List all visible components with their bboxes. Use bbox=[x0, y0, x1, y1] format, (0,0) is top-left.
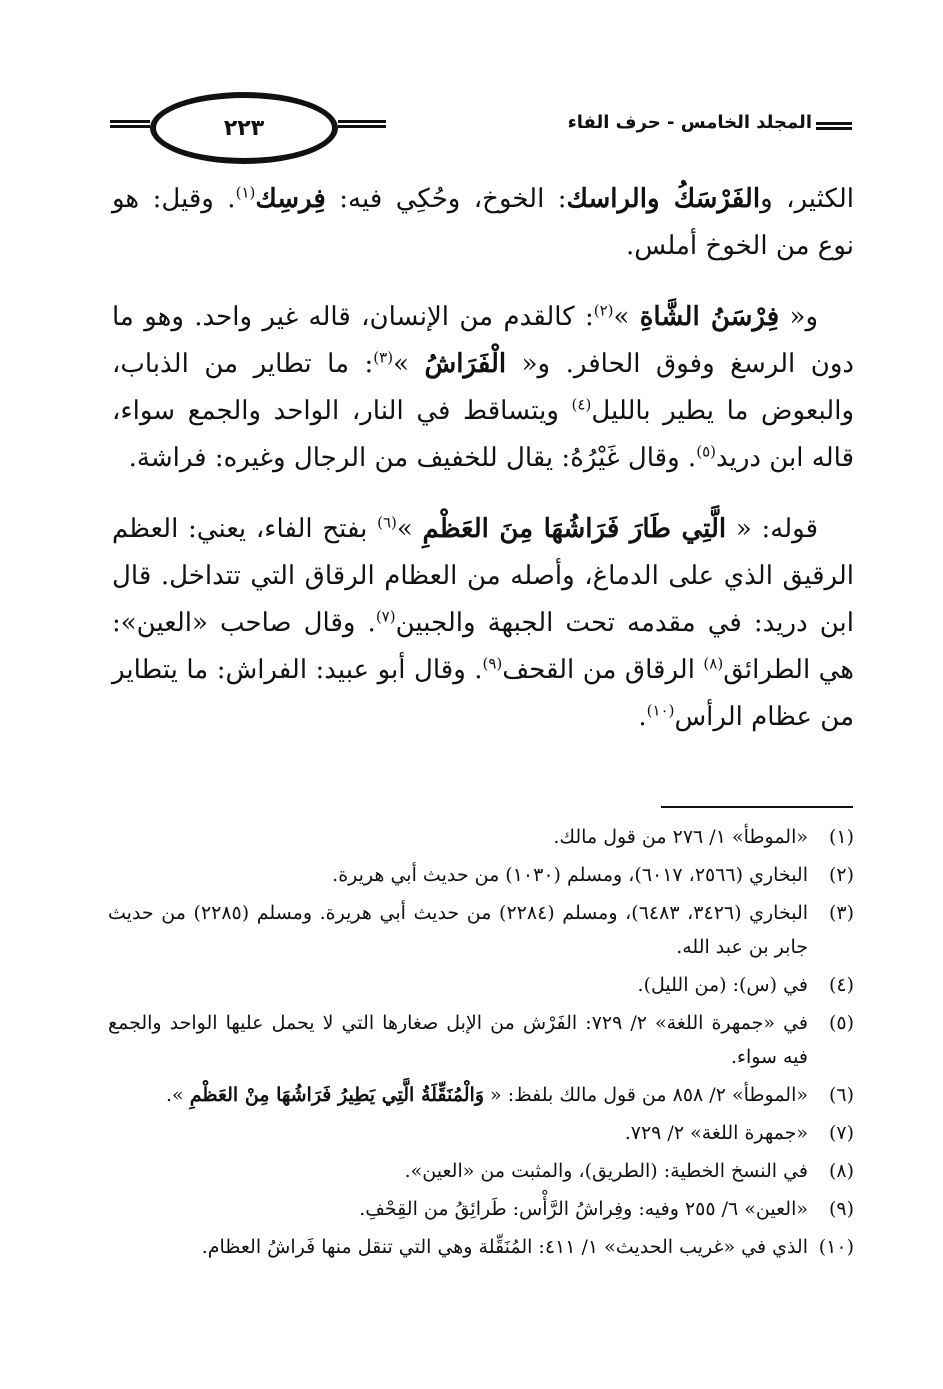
footnote-text: في «جمهرة اللغة» ٢/ ٧٢٩: الفَرْش من الإبل صغارها التي لا يحمل عليها الواحد والجمع فيه سواء. bbox=[108, 1012, 808, 1068]
footnote-ref: (٦) bbox=[377, 513, 397, 532]
headword: الفَرْسَكُ والراسك bbox=[566, 184, 761, 214]
text-run: . وقال صاحب «العين»: هي الطرائق bbox=[112, 608, 855, 685]
footnote-ref: (١) bbox=[235, 183, 256, 202]
footnotes bbox=[108, 820, 854, 1268]
quoted-text: وَالْمُنَقِّلَةُ الَّتِي يَطِيرُ فَرَاشُهَا مِنْ العَظْمِ bbox=[189, 1084, 485, 1106]
text-run: : ما تطاير من الذباب، والبعوض ما يطير بالليل bbox=[112, 349, 855, 426]
paragraph-2 bbox=[112, 294, 854, 482]
footnote-text bbox=[108, 1078, 808, 1112]
footnote-text: البخاري (٣٤٢٦، ٦٤٨٣)، ومسلم (٢٢٨٤) من حديث أبي هريرة. ومسلم (٢٢٨٥) من حديث جابر بن عبد الله. bbox=[108, 902, 809, 958]
text-run: . وقال أبو عبيد: الفراش: ما يتطاير من عظام الرأس bbox=[112, 655, 854, 732]
headword: الْفَرَاشُ bbox=[424, 349, 507, 379]
footnote-ref: (٤) bbox=[571, 395, 592, 414]
footnote-text: «العين» ٦/ ٢٥٥ وفيه: وفِراشُ الرَّأْس: طَرائِقُ من القِحْفِ. bbox=[359, 1198, 808, 1220]
text-run: و« bbox=[779, 302, 818, 332]
footnote-separator bbox=[661, 806, 853, 808]
footnote-2 bbox=[108, 858, 854, 892]
text-run: » bbox=[396, 514, 423, 544]
text-run: الرقاق من القحف bbox=[502, 655, 704, 685]
main-text bbox=[112, 176, 854, 765]
footnote-1 bbox=[108, 820, 854, 854]
text-run: » bbox=[613, 302, 640, 332]
header-rule-left bbox=[110, 120, 150, 132]
text-run: بفتح الفاء، يعني: العظم الرقيق الذي على الدماغ، وأصله من العظام الرقاق التي تتداخل. قال ابن دريد: في مقدمه تحت الجبهة والجبين bbox=[112, 514, 855, 638]
page-number-frame bbox=[150, 92, 338, 164]
text-run: ». bbox=[166, 1084, 190, 1106]
footnote-text: «الموطأ» ١/ ٢٧٦ من قول مالك. bbox=[553, 826, 808, 848]
text-run: «الموطأ» ٢/ ٨٥٨ من قول مالك بلفظ: « bbox=[484, 1084, 808, 1106]
footnote-ref: (٩) bbox=[482, 654, 503, 673]
footnote-9 bbox=[108, 1192, 854, 1226]
footnote-number: (١٠) bbox=[818, 1236, 854, 1258]
paragraph-1 bbox=[112, 176, 854, 270]
text-run: . وقال غَيْرُهُ: يقال للخفيف من الرجال وغيره: فراشة. bbox=[128, 443, 697, 473]
footnote-ref: (١٠) bbox=[646, 701, 675, 720]
text-run: : الخوخ، وحُكِي فيه: bbox=[325, 184, 567, 214]
page-number: ٢٢٣ bbox=[223, 115, 265, 141]
footnote-text: الذي في «غريب الحديث» ١/ ٤١١: المُنَقِّلة وهي التي تنقل منها فَراشُ العظام. bbox=[201, 1236, 808, 1258]
footnote-number: (٤) bbox=[828, 974, 854, 996]
footnote-text: في النسخ الخطية: (الطريق)، والمثبت من «العين». bbox=[404, 1160, 808, 1182]
footnote-ref: (٣) bbox=[373, 348, 394, 367]
footnote-8 bbox=[108, 1154, 854, 1188]
footnote-text: البخاري (٢٥٦٦، ٦٠١٧)، ومسلم (١٠٣٠) من حديث أبي هريرة. bbox=[332, 864, 808, 886]
footnote-6 bbox=[108, 1078, 854, 1112]
header-rule-middle bbox=[338, 120, 386, 132]
footnote-7 bbox=[108, 1116, 854, 1150]
paragraph-3 bbox=[112, 506, 854, 741]
footnote-ref: (٨) bbox=[703, 654, 724, 673]
text-run: . وقيل: هو نوع من الخوخ أملس. bbox=[112, 184, 854, 261]
footnote-5 bbox=[108, 1006, 854, 1074]
page-header bbox=[110, 92, 852, 172]
footnote-10 bbox=[108, 1230, 854, 1264]
footnote-text: «جمهرة اللغة» ٢/ ٧٢٩. bbox=[624, 1122, 808, 1144]
headword: فِرْسَنُ الشَّاةِ bbox=[639, 302, 780, 332]
footnote-number: (٧) bbox=[828, 1122, 854, 1144]
footnote-number: (٣) bbox=[828, 902, 854, 924]
footnote-3 bbox=[108, 896, 854, 964]
text-run: : كالقدم من الإنسان، قاله غير واحد. وهو ما دون الرسغ وفوق الحافر. و« bbox=[112, 302, 855, 379]
footnote-number: (٢) bbox=[828, 864, 854, 886]
headword: فِرسِك bbox=[255, 184, 326, 214]
footnote-text: في (س): (من الليل). bbox=[637, 974, 808, 996]
footnote-ref: (٧) bbox=[375, 607, 396, 626]
text-run: قوله: « bbox=[726, 514, 818, 544]
footnote-number: (٦) bbox=[828, 1084, 854, 1106]
footnote-number: (٨) bbox=[828, 1160, 854, 1182]
footnote-number: (٥) bbox=[828, 1012, 854, 1034]
footnote-ref: (٢) bbox=[593, 301, 614, 320]
header-rule-right bbox=[816, 122, 852, 134]
running-head: المجلد الخامس - حرف الفاء bbox=[567, 112, 812, 133]
text-run: » bbox=[393, 349, 425, 379]
text-run: ويتساقط في النار، الواحد والجمع سواء، قاله ابن دريد bbox=[112, 396, 854, 473]
quoted-hadith: الَّتِي طَارَ فَرَاشُهَا مِنَ العَظْمِ bbox=[422, 514, 727, 544]
footnote-number: (٩) bbox=[828, 1198, 854, 1220]
footnote-number: (١) bbox=[828, 826, 854, 848]
footnote-ref: (٥) bbox=[696, 442, 716, 461]
text-run: الكثير، و bbox=[760, 184, 855, 214]
footnote-4 bbox=[108, 968, 854, 1002]
text-run: . bbox=[638, 702, 647, 732]
